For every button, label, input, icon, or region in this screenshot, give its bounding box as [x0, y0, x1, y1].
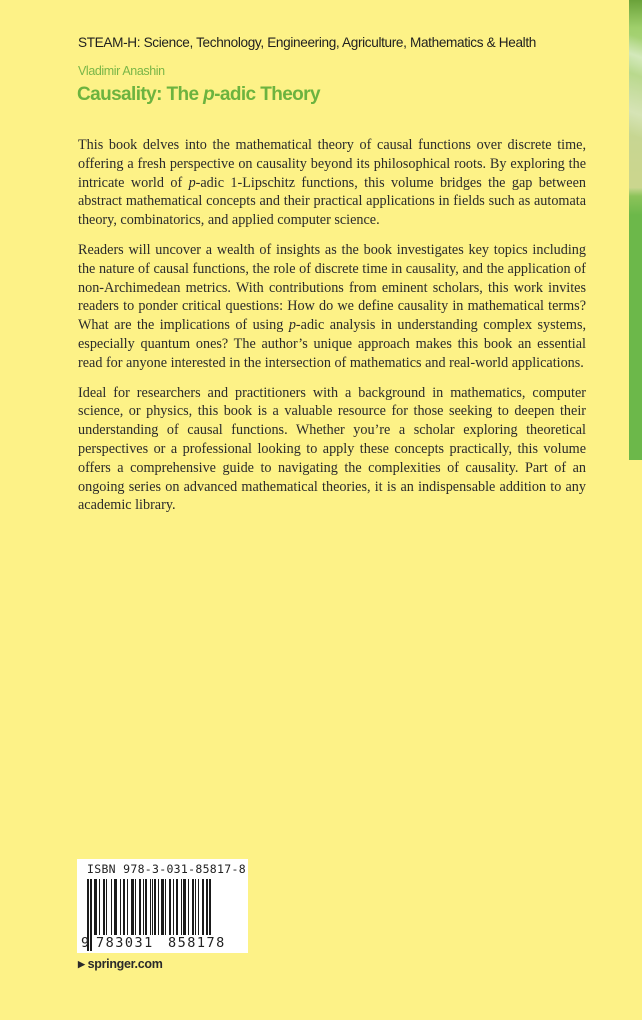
book-title-suffix: -adic Theory: [214, 84, 320, 105]
isbn-label: ISBN 978-3-031-85817-8: [87, 862, 246, 876]
book-title-italic-p: p: [203, 84, 215, 105]
isbn-barcode: [77, 859, 248, 953]
blurb-text: -adic analysis in understanding complex systems, especially quantum ones? The author’s unique approach makes this book an essential read for anyone interested in the intersection of mathematics and real-world applications.: [78, 317, 587, 371]
springer-link-text: springer.com: [87, 957, 163, 971]
blurb-text: Readers will uncover a wealth of insights as the book investigates key topics including the nature of causal functions, the role of discrete time in causality, and the application of non-Archimedean metrics. With contributions from eminent scholars, this work invites readers to ponder critical questions: How do we define causality in mathematical terms? What are the implications of using: [78, 241, 586, 334]
spine-accent-strip: [629, 0, 642, 460]
blurb-paragraph-1: [78, 136, 586, 230]
barcode-digits-left: 783031: [96, 935, 154, 951]
blurb-paragraph-3: [78, 384, 586, 516]
play-arrow-icon: ▶: [78, 959, 85, 969]
blurb: [78, 136, 586, 526]
series-title: STEAM-H: Science, Technology, Engineering, Agriculture, Mathematics & Health: [78, 35, 536, 50]
springer-link[interactable]: [78, 957, 163, 971]
book-title: [77, 84, 320, 106]
barcode-digit-first: 9: [81, 935, 91, 951]
italic-p: p: [188, 174, 196, 191]
barcode-bars-icon: [87, 879, 237, 935]
blurb-paragraph-2: [78, 241, 586, 373]
blurb-text: This book delves into the mathematical theory of causal functions over discrete time, offering a fresh perspective on causality beyond its philosophical roots. By exploring the intricate world of: [78, 137, 586, 191]
italic-p: p: [288, 317, 296, 334]
blurb-text: -adic 1-Lipschitz functions, this volume bridges the gap between abstract mathematical concepts and their practical applications in fields such as automata theory, combinatorics, and applied computer science.: [78, 174, 586, 229]
author-name: Vladimir Anashin: [78, 64, 165, 78]
book-title-prefix: Causality: The: [77, 84, 204, 105]
blurb-text: Ideal for researchers and practitioners with a background in mathematics, computer science, or physics, this book is a valuable resource for those seeking to deepen their understanding of causal functions. Whether you’re a scholar exploring theoretical perspectives or a professional looking to apply these concepts practically, this volume offers a comprehensive guide to navigating the complexities of causality. Part of an ongoing series on advanced mathematical theories, it is an indispensable addition to any academic library.: [78, 384, 586, 514]
barcode-digits-right: 858178: [168, 935, 226, 951]
strip-gradient-glint: [629, 0, 642, 188]
strip-solid-green-bar: [629, 188, 642, 460]
